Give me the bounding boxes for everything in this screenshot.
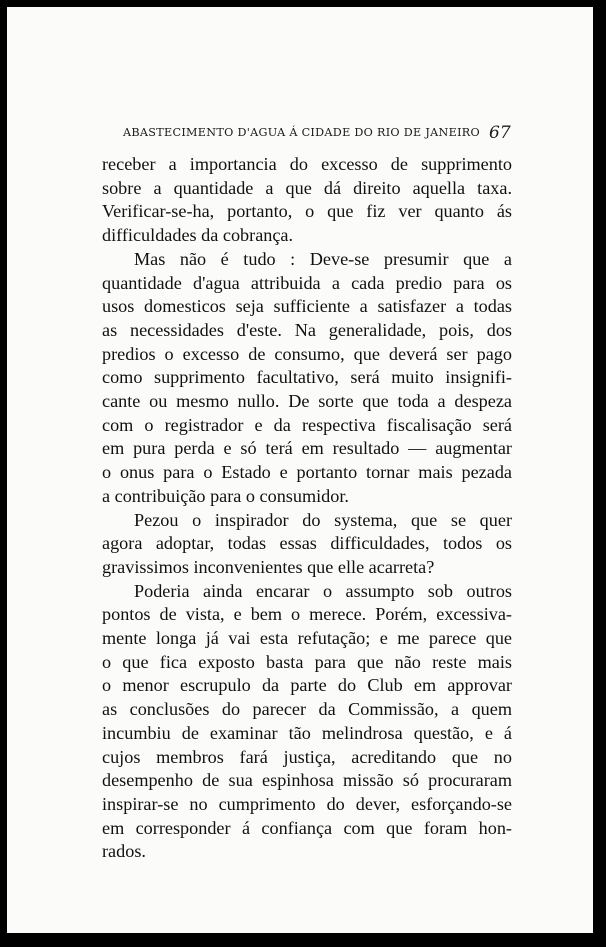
text-line: usos domesticos seja sufficiente a satisfazer a todas [102, 296, 512, 317]
paragraph-3 [102, 509, 512, 580]
text-line: com o registrador e da respectiva fiscalisação será [102, 414, 512, 435]
text-line: Mas não é tudo : Deve-se presumir que a [134, 248, 512, 269]
text-line: sobre a quantidade a que dá direito aquella taxa. [102, 177, 512, 198]
text-line: o onus para o Estado e portanto tornar mais pezada [102, 462, 512, 483]
text-line: em pura perda e só terá em resultado — augmentar [102, 438, 512, 459]
text-line: como supprimento facultativo, será muito insignifi- [102, 367, 512, 388]
text-line: as conclusões do parecer da Commissão, a quem [102, 699, 512, 720]
running-title: ABASTECIMENTO D'AGUA Á CIDADE DO RIO DE JANEIRO [123, 126, 480, 139]
text-line: gravissimos inconvenientes que elle acarreta? [102, 556, 435, 577]
text-line: pontos de vista, e bem o merece. Porém, excessiva- [102, 604, 512, 625]
text-line: Poderia ainda encarar o assumpto sob outros [134, 580, 512, 601]
text-line: incumbiu de examinar tão melindrosa questão, e á [102, 722, 512, 743]
paragraph-1 [102, 153, 512, 248]
text-line: difficuldades da cobrança. [102, 225, 294, 246]
page-number: 67 [489, 123, 511, 143]
text-line: cujos membros fará justiça, acreditando que no [102, 746, 512, 767]
text-line: Verificar-se-ha, portanto, o que fiz ver quanto ás [102, 201, 512, 222]
text-line: predios o excesso de consumo, que deverá ser pago [102, 343, 512, 364]
text-line: o menor escrupulo da parte do Club em approvar [102, 675, 512, 696]
text-line: as necessidades d'este. Na generalidade, pois, dos [102, 319, 512, 340]
body-text [102, 153, 512, 864]
text-line: agora adoptar, todas essas difficuldades, todos os [102, 533, 512, 554]
text-line: o que fica exposto basta para que não reste mais [102, 651, 512, 672]
paragraph-2 [102, 248, 512, 509]
paragraph-4 [102, 580, 512, 864]
text-line: em corresponder á confiança com que foram hon- [102, 817, 512, 838]
text-line: inspirar-se no cumprimento do dever, esforçando-se [102, 793, 512, 814]
page-header [7, 123, 593, 147]
text-line: a contribuição para o consumidor. [102, 485, 349, 506]
text-line: cante ou mesmo nullo. De sorte que toda a despeza [102, 391, 512, 412]
text-line: quantidade d'agua attribuida a cada predio para os [102, 272, 512, 293]
text-line: rados. [102, 841, 146, 862]
text-line: Pezou o inspirador do systema, que se quer [134, 509, 512, 530]
text-line: receber a importancia do excesso de supprimento [102, 154, 512, 174]
text-line: mente longa já vai esta refutação; e me parece que [102, 628, 512, 649]
book-page [7, 7, 593, 933]
text-line: desempenho de sua espinhosa missão só procuraram [102, 770, 512, 791]
